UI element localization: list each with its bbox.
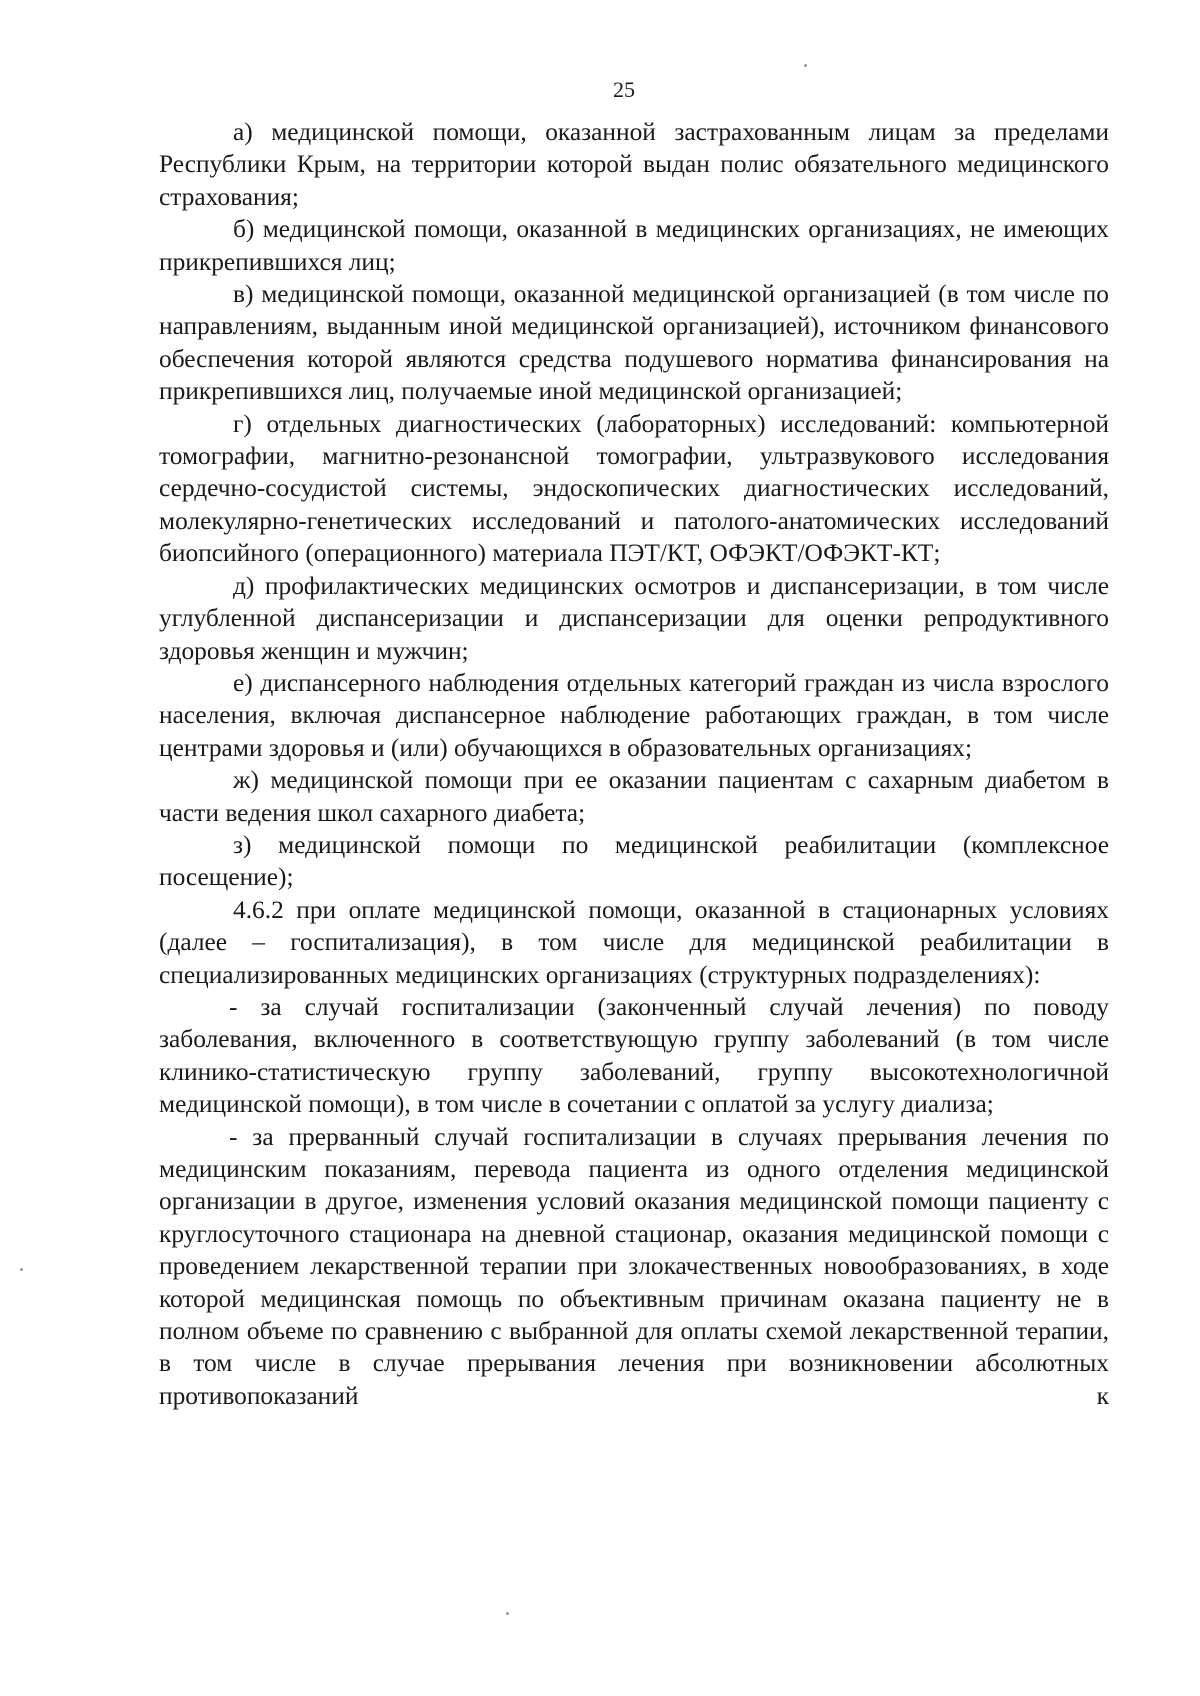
scan-speck <box>506 1612 509 1615</box>
paragraph-z: з) медицинской помощи по медицинской реабилитации (комплексное посещение); <box>159 830 1109 892</box>
page-number: 25 <box>613 77 635 102</box>
document-body <box>159 116 1109 1412</box>
scan-speck <box>804 64 807 67</box>
list-item-hospitalization-case: - за случай госпитализации (законченный случай лечения) по поводу заболевания, включенного в соответствующую группу заболеваний (в том числе клинико-статистическую группу заболеваний, группу высокотехнологичной медицинской помощи), в том числе в сочетании с оплатой за услугу диализа; <box>159 992 1109 1119</box>
section-4-6-2: 4.6.2 при оплате медицинской помощи, оказанной в стационарных условиях (далее – госпитализация), в том числе для медицинской реабилитации в специализированных медицинских организациях (структурных подразделениях): <box>159 895 1109 989</box>
paragraph-v: в) медицинской помощи, оказанной медицинской организацией (в том числе по направлениям, выданным иной медицинской организацией), источником финансового обеспечения которой являются средства подушевого норматива финансирования на прикрепившихся лиц, получаемые иной медицинской организацией; <box>159 280 1109 406</box>
paragraph-zh: ж) медицинской помощи при ее оказании пациентам с сахарным диабетом в части ведения школ сахарного диабета; <box>159 766 1109 827</box>
paragraph-g: г) отдельных диагностических (лабораторных) исследований: компьютерной томографии, магнитно-резонансной томографии, ультразвукового исследования сердечно-сосудистой системы, эндоскопических диагностических исследований, молекулярно-генетических исследований и патолого-анатомических исследований биопсийного (операционного) материала ПЭТ/КТ, ОФЭКТ/ОФЭКТ-КТ; <box>159 409 1109 568</box>
paragraph-b: б) медицинской помощи, оказанной в медицинских организациях, не имеющих прикрепившихся лиц; <box>159 215 1109 276</box>
paragraph-e: е) диспансерного наблюдения отдельных категорий граждан из числа взрослого населения, включая диспансерное наблюдение работающих граждан, в том числе центрами здоровья и (или) обучающихся в образовательных организациях; <box>159 668 1109 762</box>
paragraph-a: а) медицинской помощи, оказанной застрахованным лицам за пределами Республики Крым, на территории которой выдан полис обязательного медицинского страхования; <box>159 118 1109 211</box>
list-item-interrupted-case: - за прерванный случай госпитализации в случаях прерывания лечения по медицинским показаниям, перевода пациента из одного отделения медицинской организации в другое, изменения условий оказания медицинской помощи пациенту с круглосуточного стационара на дневной стационар, оказания медицинской помощи с проведением лекарственной терапии при злокачественных новообразованиях, в ходе которой медицинская помощь по объективным причинам оказана пациенту не в полном объеме по сравнению с выбранной для оплаты схемой лекарственной терапии, в том числе в случае прерывания лечения при возникновении абсолютных противопоказаний к <box>159 1122 1109 1410</box>
scan-speck <box>20 1268 23 1271</box>
paragraph-d: д) профилактических медицинских осмотров и диспансеризации, в том числе углубленной диспансеризации и диспансеризации для оценки репродуктивного здоровья женщин и мужчин; <box>159 571 1109 665</box>
